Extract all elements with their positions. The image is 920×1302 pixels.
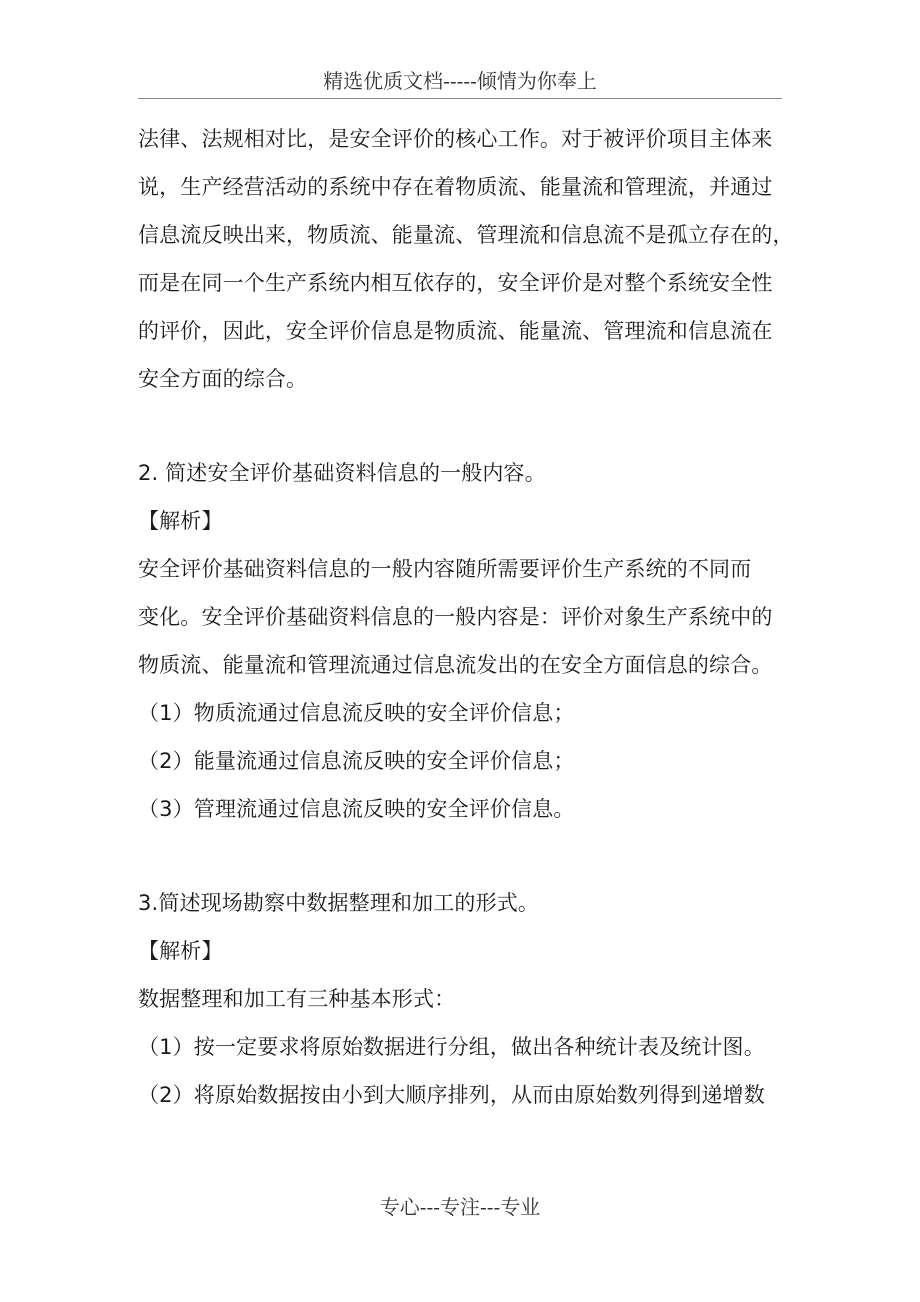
- paragraph-gap: [138, 403, 783, 449]
- list-item: （3）管理流通过信息流反映的安全评价信息。: [138, 797, 575, 821]
- list-item: （1）物质流通过信息流反映的安全评价信息；: [138, 701, 575, 725]
- question-2-title: 2. 简述安全评价基础资料信息的一般内容。: [138, 461, 546, 485]
- body-line: 数据整理和加工有三种基本形式：: [138, 987, 456, 1011]
- body-line: 物质流、能量流和管理流通过信息流发出的在安全方面信息的综合。: [138, 653, 773, 677]
- question-3-title: 3.简述现场勘察中数据整理和加工的形式。: [138, 891, 540, 915]
- header-rule: [138, 98, 782, 99]
- body-line: 信息流反映出来，物质流、能量流、管理流和信息流不是孤立存在的，: [138, 223, 794, 247]
- page-header: 精选优质文档-----倾情为你奉上: [323, 69, 597, 93]
- body-line: 安全方面的综合。: [138, 367, 308, 391]
- document-body: [138, 115, 794, 1119]
- list-item: （2）将原始数据按由小到大顺序排列，从而由原始数列得到递增数: [138, 1083, 765, 1107]
- page-footer: 专心---专注---专业: [379, 1195, 541, 1219]
- body-line: 说，生产经营活动的系统中存在着物质流、能量流和管理流，并通过: [138, 175, 773, 199]
- body-line: 法律、法规相对比，是安全评价的核心工作。对于被评价项目主体来: [138, 127, 773, 151]
- paragraph-gap: [138, 833, 783, 879]
- body-line: 安全评价基础资料信息的一般内容随所需要评价生产系统的不同而: [138, 557, 752, 581]
- body-line: 的评价，因此，安全评价信息是物质流、能量流、管理流和信息流在: [138, 319, 773, 343]
- list-item: （2）能量流通过信息流反映的安全评价信息；: [138, 749, 575, 773]
- question-2-analysis-label: 【解析】: [138, 509, 223, 533]
- body-line: 而是在同一个生产系统内相互依存的，安全评价是对整个系统安全性: [138, 271, 773, 295]
- list-item: （1）按一定要求将原始数据进行分组，做出各种统计表及统计图。: [138, 1035, 765, 1059]
- question-3-analysis-label: 【解析】: [138, 939, 223, 963]
- body-line: 变化。安全评价基础资料信息的一般内容是：评价对象生产系统中的: [138, 605, 773, 629]
